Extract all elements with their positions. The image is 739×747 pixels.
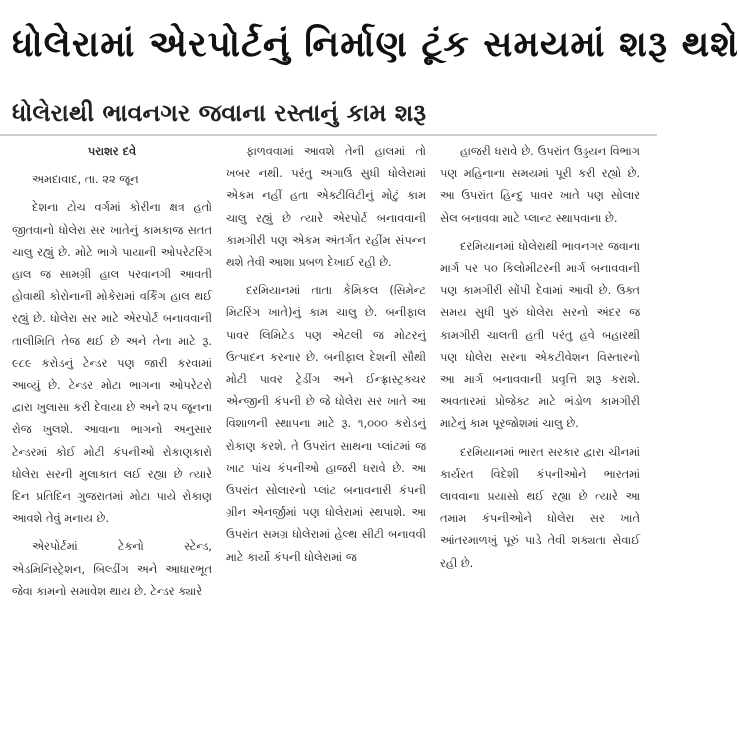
- divider: [0, 134, 657, 136]
- paragraph: હાજરી ધરાવે છે. ઉપરાંત ઉડ્ડયન વિભાગ પણ મહિનાના સમયમાં પૂરી કરી રહ્યો છે. આ ઉપરાંત હિન્દુ પાવર ખાતે પણ સોલાર સેલ બનાવવા માટે પ્લાન્ટ સ્થાપવાના છે.: [440, 144, 640, 225]
- byline: પરાશર દવે: [87, 144, 137, 158]
- article-column-1: [12, 140, 212, 740]
- dateline: અમદાવાદ, તા. ૨૨ જૂન: [32, 172, 139, 187]
- subheadline: ધોલેરાથી ભાવનગર જવાના રસ્તાનું કામ શરૂ: [12, 99, 427, 127]
- article-column-3: [440, 140, 640, 740]
- paragraph: દરમિયાનમાં ધોલેરાથી ભાવનગર જવાના માર્ગ પર ૫૦ કિલોમીટરની માર્ગ બનાવવાની પણ કામગીરી સોંપી દેવામાં આવી છે. ઉક્ત સમય સુધી પુરું ધોલેરા સરનો અંદર જ કામગીરી ચાલતી હતી પરંતુ હવે બહારથી પણ ધોલેરા સરના એકટીવેશન વિસ્તારનો આ માર્ગ બનાવવાની પ્રવૃત્તિ શરૂ કરાશે. અવતારમાં પ્રોજેક્ટ માટે ભંડોળ કામગીરી માટેનું કામ પૂરજોશમાં ચાલુ છે.: [440, 238, 640, 431]
- article-column-2: [226, 140, 426, 740]
- headline: ધોલેરામાં એરપોર્ટનું નિર્માણ ટૂંક સમયમાં શરૂ થશે: [12, 24, 739, 65]
- paragraph: દરમિયાનમાં તાતા કેમિકલ (સિમેન્ટ મિટરિંગ ખાતે)નું કામ ચાલુ છે. બનીફાલ પાવર લિમિટેડ પણ એટલી જ મોટરનું ઉત્પાદન કરનાર છે. બનીફાલ દેશની સૌથી મોટી પાવર ટ્રેડીંગ અને ઈન્ફ્રાસ્ટ્રક્ચર એન્જીની કંપની છે જે ધોલેરા સર ખાતે આ વિશાળની સ્થાપના માટે રૂ. ૧,૦૦૦ કરોડનું રોકાણ કરશે. તે ઉપરાંત સાથના પ્લાંટમાં જ ખાટ પાંચ કંપનીઓ હાજરી ધરાવે છે. આ ઉપરાંત સોલારનો પ્લાંટ બનાવનારી કંપની ગ્રીન એનર્જીમાં પણ ધોલેરામાં સ્થપાશે. આ ઉપરાંત સમગ્ર ધોલેરામાં હેલ્થ સીટી બનાવવી માટે કાર્યો કંપની ધોલેરામાં જ: [226, 283, 426, 564]
- paragraph: દેશના ટોચ વર્ગમાં કોરીના ક્ષત્ર હતો જીતવાનો ધોલેરા સર ખાતેનું કામકાજ સતત ચાલુ રહ્યું છે. મોટે ભાગે પાયાની ઓપરેટરિંગ હાલ જ સામગ્રી હાલ પરવાનગી આવતી હોવાથી કોરોનાની મોકેરામાં વર્કિંગ હાલ થઈ રહ્યું છે. ધોલેરા સર માટે એરપોર્ટ બનાવવાની તાલીમિતિ તેજ થઈ છે અને તેના માટે રૂ. ૯૮૯ કરોડનું ટેન્ડર પણ જારી કરવામાં આવ્યું છે. ટેન્ડર મોટા ભાગના ઓપરેટરો દ્વારા ખુલાસા કરી દેવાયા છે અને ૨૫ જૂનના રોજ ખુલશે. આવાના ભાગનો અનુસાર ટેન્ડરમાં કોઈ મોટી કંપનીઓ રોકાણકારો ધોલેરા સરની મુલાકાત લઈ રહ્યા છે ત્યારે દિન પ્રતિદિન ગુજરાતમાં મોટા પાયે રોકાણ આવશે તેવું મનાય છે.: [12, 200, 212, 526]
- paragraph: ફાળવવામાં આવશે તેની હાલમાં તો ખબર નથી. પરંતુ અગાઉ સુધી ધોલેરામાં એકમ નહીં હતા એક્ટીવિટીનું મોટું કામ ચાલુ રહ્યું છે ત્યારે એરપોર્ટ બનાવવાની કામગીરી પણ એકમ અંતર્ગત રહીંમ સંપન્ન થશે તેવી આશા પ્રબળ દેખાઈ રહી છે.: [226, 144, 426, 270]
- paragraph: એરપોર્ટમાં ટેકનો સ્ટેન્ડ, એડમિનિસ્ટ્રેશન, બિલ્ડીંગ અને આધારભૂત જેવા કામનો સમાવેશ થાય છે. ટેન્ડર ક્યારે: [12, 539, 212, 598]
- paragraph: દરમિયાનમાં ભારત સરકાર દ્વારા ચીનમાં કાર્યરત વિદેશી કંપનીઓને ભારતમાં લાવવાના પ્રયાસો થઈ રહ્યા છે ત્યારે આ તમામ કંપનીઓને ધોલેરા સર ખાતે આંતરમાળખું પૂરું પાડે તેવી શક્યતા સેવાઈ રહી છે.: [440, 444, 640, 570]
